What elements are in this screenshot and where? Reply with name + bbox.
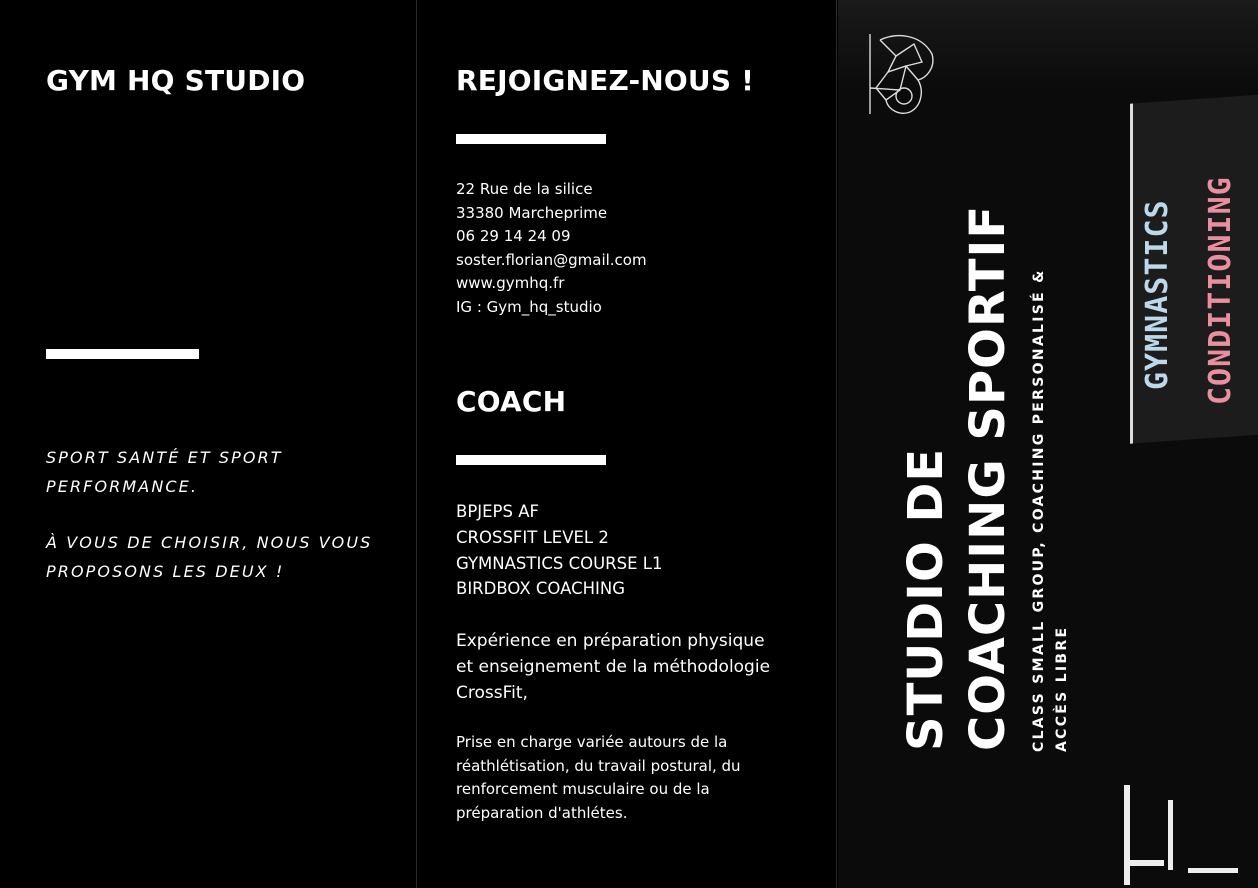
contact-address-city: 33380 Marcheprime: [456, 203, 608, 222]
tagline-choice: À VOUS DE CHOISIR, NOUS VOUS PROPOSONS LES DEUX !: [46, 533, 373, 581]
chalk-line: [1124, 860, 1164, 866]
tagline-sport: SPORT SANTÉ ET SPORT PERFORMANCE.: [46, 448, 283, 496]
cover-subtitle-line-1: CLASS SMALL GROUP, COACHING PERSONALISÉ &: [1031, 268, 1047, 752]
care-text: Prise en charge variée autours de la réathlétisation, du travail postural, du renforcement musculaire ou de la préparation d'athlétes.: [456, 733, 741, 822]
chalk-line: [1188, 868, 1238, 873]
join-us-heading: REJOIGNEZ-NOUS !: [456, 64, 755, 97]
certification-item: BPJEPS AF: [456, 502, 540, 521]
contact-list: [456, 178, 647, 320]
cover-subtitle-line-2: ACCÈS LIBRE: [1054, 625, 1070, 752]
chalk-line: [1168, 800, 1173, 870]
certification-list: [456, 499, 662, 602]
contact-address-street: 22 Rue de la silice: [456, 180, 593, 198]
experience-text: Expérience en préparation physique et enseignement de la méthodologie CrossFit,: [456, 631, 771, 703]
contact-instagram[interactable]: IG : Gym_hq_studio: [456, 297, 602, 316]
certification-item: GYMNASTICS COURSE L1: [456, 553, 663, 573]
cover-title-line-1: STUDIO DE: [898, 447, 954, 751]
certification-item: CROSSFIT LEVEL 2: [456, 527, 609, 547]
coach-heading: COACH: [456, 385, 567, 418]
studio-name-heading: GYM HQ STUDIO: [46, 64, 306, 97]
cover-panel: [838, 0, 1258, 888]
contact-website[interactable]: www.gymhq.fr: [456, 274, 565, 293]
cover-title-line-2: COACHING SPORTIF: [960, 204, 1016, 751]
divider-bar: [46, 349, 199, 359]
board-label-conditioning: CONDITIONING: [1203, 176, 1238, 405]
chalk-line: [1124, 785, 1130, 885]
certification-item: BIRDBOX COACHING: [456, 579, 626, 599]
left-panel: [0, 0, 417, 888]
board-label-gymnastics: GYMNASTICS: [1140, 199, 1175, 390]
contact-phone[interactable]: 06 29 14 24 09: [456, 227, 571, 246]
coach-divider-bar: [456, 455, 606, 465]
gymnast-logo-icon: [866, 30, 936, 116]
join-divider-bar: [456, 134, 606, 144]
contact-email[interactable]: soster.florian@gmail.com: [456, 250, 647, 269]
